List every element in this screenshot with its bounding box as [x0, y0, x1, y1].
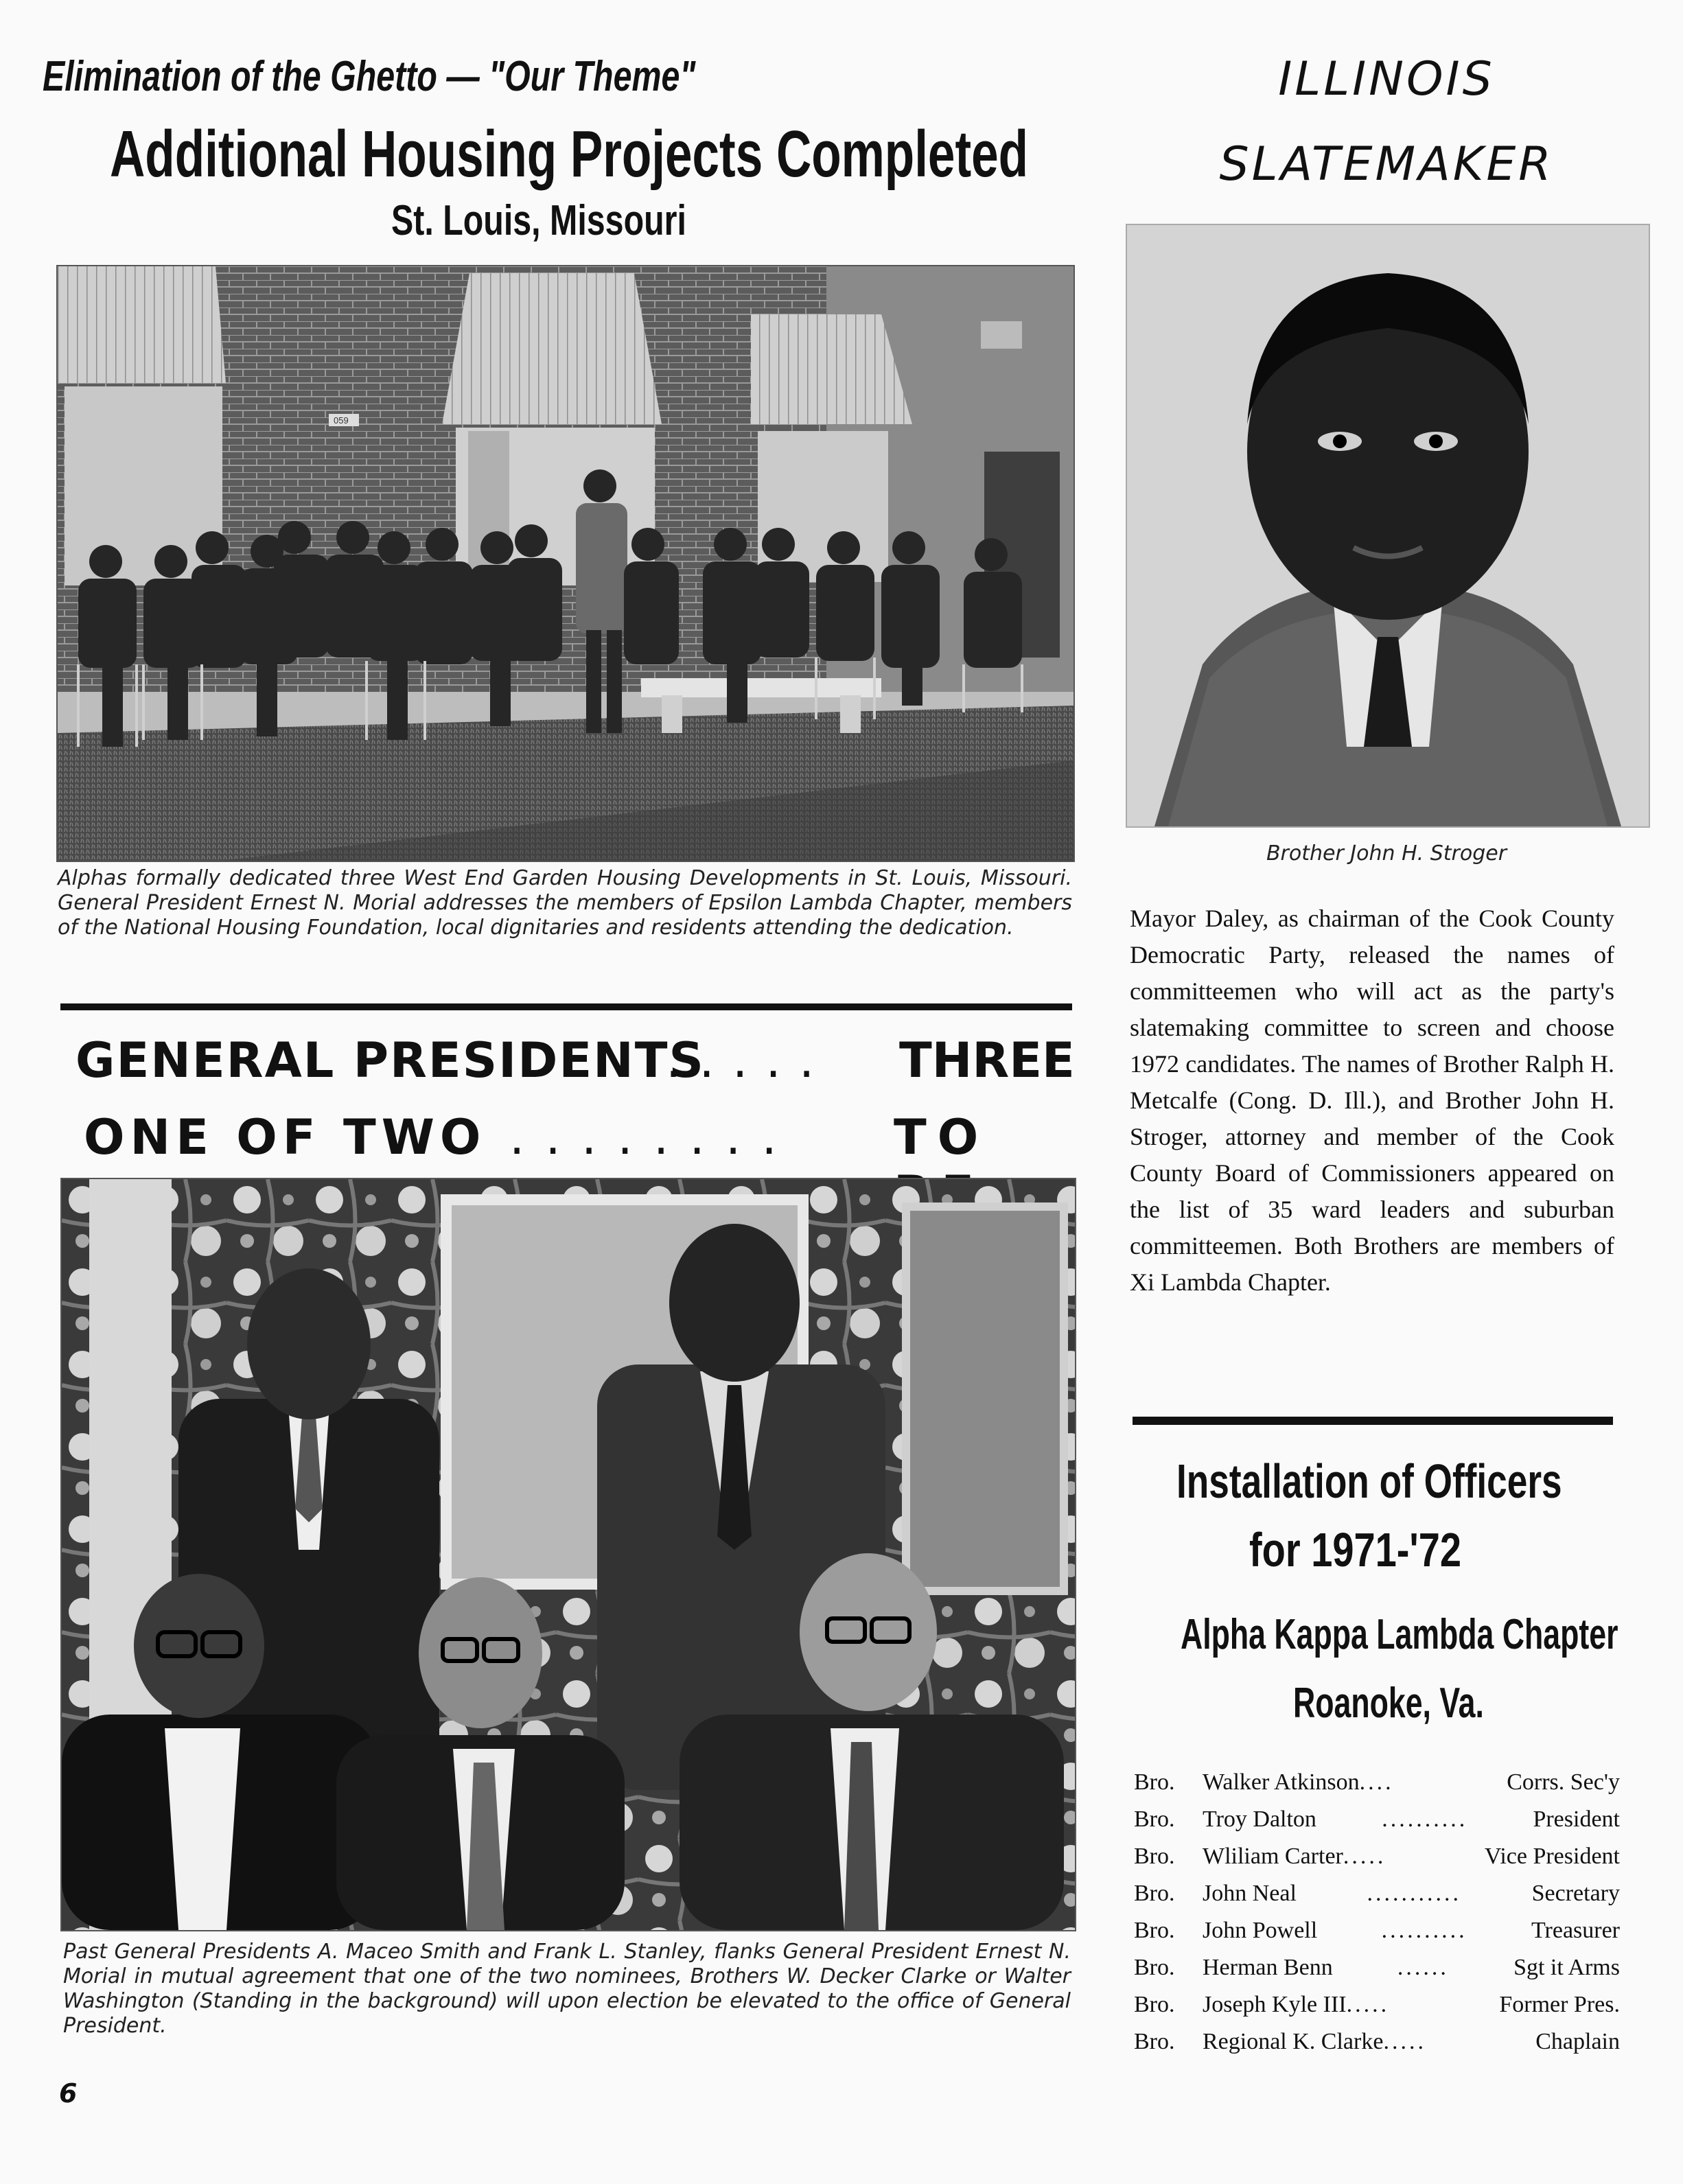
- chapter-city: Roanoke, Va.: [1293, 1680, 1484, 1727]
- officer-title: Sgt it Arms: [1513, 1955, 1620, 1980]
- presidents-photo-illustration: [62, 1179, 1075, 1930]
- illinois-title-line2: SLATEMAKER: [1219, 137, 1554, 191]
- officer-name: John Powell: [1203, 1918, 1318, 1943]
- officer-title: Secretary: [1531, 1881, 1620, 1906]
- officer-prefix: Bro.: [1134, 1769, 1175, 1795]
- officer-prefix: Bro.: [1134, 1807, 1175, 1832]
- officer-name: Wliliam Carter: [1203, 1844, 1343, 1869]
- officer-prefix: Bro.: [1134, 1844, 1175, 1869]
- officer-row: [1134, 1949, 1620, 1986]
- presidents-line2-right: TO: [894, 1109, 990, 1165]
- officer-leader: ......: [1397, 1955, 1449, 1980]
- officer-title: Former Pres.: [1499, 1992, 1620, 2017]
- section-rule-installation: [1133, 1417, 1613, 1425]
- illinois-title-line1: ILLINOIS: [1278, 52, 1495, 106]
- chapter-name: Alpha Kappa Lambda Chapter: [1181, 1611, 1618, 1658]
- stroger-portrait: [1126, 224, 1650, 828]
- presidents-heading-line1: [76, 1032, 1075, 1094]
- page-number: 6: [59, 2078, 78, 2109]
- dedication-photo-illustration: [58, 266, 1073, 861]
- door-number: 059: [334, 415, 349, 426]
- officer-leader: ..........: [1381, 1918, 1467, 1943]
- officer-row: [1134, 1912, 1620, 1949]
- officer-title: Vice President: [1484, 1844, 1620, 1869]
- presidents-photo: [60, 1178, 1076, 1931]
- officer-title: Treasurer: [1531, 1918, 1620, 1943]
- officer-leader: .....: [1346, 1992, 1390, 2017]
- officer-prefix: Bro.: [1134, 1955, 1175, 1980]
- officer-leader: ..........: [1382, 1807, 1468, 1832]
- officer-leader: .....: [1343, 1844, 1386, 1869]
- officer-title: Chaplain: [1535, 2029, 1620, 2054]
- officer-leader: ....: [1359, 1769, 1394, 1795]
- officer-row: [1134, 1801, 1620, 1838]
- officer-leader: ...........: [1367, 1881, 1462, 1906]
- officer-prefix: Bro.: [1134, 1881, 1175, 1906]
- presidents-heading-line2: [84, 1109, 1079, 1171]
- presidents-caption: Past General Presidents A. Maceo Smith and Frank L. Stanley, flanks General President Ernest N. Morial in mutual agreement that one of the two nominees, Brothers W. Decker Clarke or Walter Washington (Standing in the background) will upon election be elevated to the office of General President.: [63, 1940, 1071, 2038]
- officer-name: Joseph Kyle III: [1203, 1992, 1347, 2017]
- officer-row: [1134, 1986, 1620, 2023]
- presidents-line2-dots: . . . . . . . .: [509, 1109, 780, 1165]
- officer-row: [1134, 1764, 1620, 1801]
- officer-row: [1134, 1875, 1620, 1912]
- presidents-line1-left: GENERAL PRESIDENTS: [76, 1032, 705, 1089]
- officer-prefix: Bro.: [1134, 2029, 1175, 2054]
- presidents-line1-right: THREE: [899, 1032, 1075, 1089]
- kicker-heading: Elimination of the Ghetto — "Our Theme": [43, 53, 696, 100]
- stroger-portrait-illustration: [1127, 225, 1649, 826]
- officer-row: [1134, 2023, 1620, 2060]
- illinois-body-text: Mayor Daley, as chairman of the Cook County Democratic Party, released the names of committeemen who will act as the party's slatemaking committee to screen and choose 1972 candidates. The names of Brother Ralph H. Metcalfe (Cong. D. Ill.), and Brother John H. Stroger, attorney and member of the Cook County Board of Commissioners appeared on the list of 35 ward leaders and suburban committeemen. Both Brothers are members of Xi Lambda Chapter.: [1130, 905, 1614, 1296]
- section-rule-presidents: [60, 1003, 1072, 1010]
- presidents-line1-dots: . . . . .: [666, 1032, 816, 1089]
- location-subhead: St. Louis, Missouri: [391, 197, 686, 244]
- officer-name: John Neal: [1203, 1881, 1297, 1906]
- officer-name: Troy Dalton: [1203, 1807, 1316, 1832]
- officer-prefix: Bro.: [1134, 1918, 1175, 1943]
- stroger-caption: Brother John H. Stroger: [1266, 841, 1507, 866]
- officer-prefix: Bro.: [1134, 1992, 1175, 2017]
- dedication-photo: [56, 265, 1075, 862]
- officer-title: Corrs. Sec'y: [1507, 1769, 1620, 1795]
- officer-name: Regional K. Clarke: [1203, 2029, 1384, 2054]
- installation-title-line1: Installation of Officers: [1176, 1454, 1562, 1508]
- officer-leader: .....: [1383, 2029, 1426, 2054]
- officer-name: Herman Benn: [1203, 1955, 1333, 1980]
- main-headline: Additional Housing Projects Completed: [110, 117, 1029, 191]
- dedication-caption: Alphas formally dedicated three West End Garden Housing Developments in St. Louis, Missouri. General President Ernest N. Morial addresses the members of Epsilon Lambda Chapter, members of the National Housing Foundation, local dignitaries and residents attending the dedication.: [58, 866, 1072, 940]
- officer-title: President: [1533, 1807, 1620, 1832]
- officer-name: Walker Atkinson: [1203, 1769, 1360, 1795]
- installation-title-line2: for 1971-'72: [1249, 1523, 1462, 1577]
- officer-row: [1134, 1838, 1620, 1875]
- officers-list: [1134, 1764, 1620, 2060]
- presidents-line2-left: ONE OF TWO: [84, 1109, 487, 1165]
